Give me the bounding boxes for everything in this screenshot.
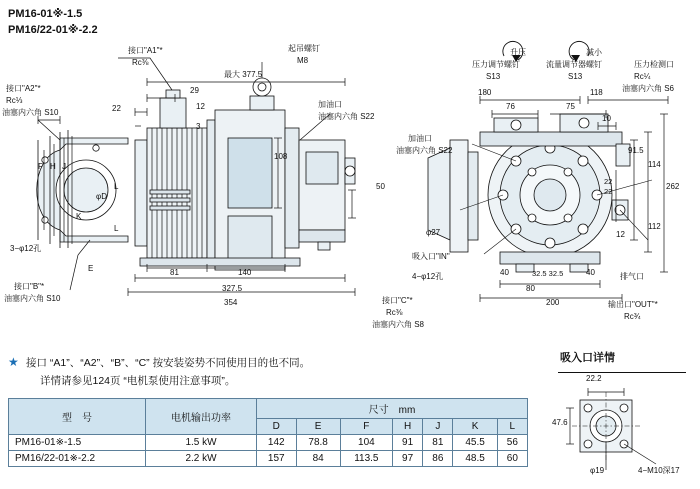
label-port-a1-sub: Rc⅜ (132, 58, 149, 67)
dim-10: 10 (602, 114, 611, 123)
label-port-c-sub2: 油塞内六角 S8 (372, 320, 425, 329)
dim-3: 3 (196, 122, 201, 131)
th-col-l: L (497, 419, 527, 435)
dim-12-right: 12 (616, 230, 625, 239)
suction-thread: 4−M10深17 (638, 466, 680, 475)
cell-l: 60 (497, 451, 527, 467)
dim-140: 140 (238, 268, 252, 277)
th-col-j: J (423, 419, 453, 435)
page-title-line2: PM16/22-01※-2.2 (8, 24, 98, 36)
cell-k: 48.5 (453, 451, 497, 467)
cell-h: 91 (392, 435, 422, 451)
label-flow-adj-sub: S13 (568, 72, 583, 81)
label-pressure-detect-sub2: 油塞内六角 S6 (622, 84, 675, 93)
label-phi-d: φD (96, 192, 107, 201)
label-decrease: 减小 (586, 48, 602, 57)
letter-L2: L (114, 224, 119, 233)
cell-e: 84 (296, 451, 340, 467)
cell-d: 142 (257, 435, 297, 451)
page-title-line1: PM16-01※-1.5 (8, 8, 83, 20)
dim-114: 114 (648, 160, 661, 169)
cell-k: 45.5 (453, 435, 497, 451)
th-model: 型 号 (9, 399, 146, 435)
th-col-d: D (257, 419, 297, 435)
cell-model: PM16/22-01※-2.2 (9, 451, 146, 467)
cell-f: 113.5 (340, 451, 392, 467)
label-phi27: φ27 (426, 228, 441, 237)
letter-K: K (76, 212, 82, 221)
dim-29: 29 (190, 86, 199, 95)
dim-75: 75 (566, 102, 575, 111)
suction-detail-title: 吸入口详情 (560, 352, 615, 364)
cell-model: PM16-01※-1.5 (9, 435, 146, 451)
note-line1: 接口 “A1”、“A2”、“B”、“C” 按安装姿势不同使用目的也不同。 (26, 357, 311, 369)
cell-l: 56 (497, 435, 527, 451)
label-drain-s10-top: 油塞内六角 S10 (2, 108, 59, 117)
dim-108: 108 (274, 152, 288, 161)
dim-22-22: 22 (604, 177, 613, 186)
dim-112: 112 (648, 222, 661, 231)
dim-40a: 40 (500, 268, 509, 277)
th-col-e: E (296, 419, 340, 435)
side-view-dimensions (0, 40, 420, 340)
dim-200: 200 (546, 298, 560, 307)
th-dims: 尺寸 mm (257, 399, 528, 419)
label-suction-in: 吸入口"IN" (412, 252, 450, 261)
label-port-a2: 接口"A2"* (6, 84, 41, 93)
label-flow-adj: 流量调节器螺钉 (546, 60, 602, 69)
label-port-a1: 接口"A1"* (128, 46, 163, 55)
table-row (9, 451, 528, 467)
label-oil-fill: 加油口 (318, 100, 342, 109)
dim-81: 81 (170, 268, 179, 277)
spec-table (8, 398, 528, 467)
label-out-port-sub: Rc¾ (624, 312, 641, 321)
label-pressure-detect: 压力检测口 (634, 60, 674, 69)
cell-h: 97 (392, 451, 422, 467)
th-power: 电机输出功率 (146, 399, 257, 435)
letter-F: F (38, 162, 43, 171)
label-hole-4-12: 4−φ12孔 (412, 272, 444, 281)
letter-H: H (50, 162, 56, 171)
label-pressure-adj-sub: S13 (486, 72, 501, 81)
dim-22-left: 22 (112, 104, 121, 113)
dim-80: 80 (526, 284, 535, 293)
label-port-b: 接口"B"* (14, 282, 45, 291)
dim-325325: 32.5 32.5 (532, 269, 564, 278)
suction-detail-underline (558, 372, 686, 373)
cell-d: 157 (257, 451, 297, 467)
dim-327-5: 327.5 (222, 284, 243, 293)
dim-180: 180 (478, 88, 492, 97)
label-oil-fill2: 加油口 (408, 134, 432, 143)
dim-22-22b: 22 (604, 187, 613, 196)
label-pressure-detect-sub1: Rc¼ (634, 72, 651, 81)
dim-50: 50 (376, 182, 385, 191)
label-port-c-sub1: Rc⅜ (386, 308, 403, 317)
suction-dim-222: 22.2 (586, 374, 602, 383)
dim-262: 262 (666, 182, 680, 191)
cell-power: 2.2 kW (146, 451, 257, 467)
label-max-length: 最大 377.5 (224, 70, 263, 79)
th-col-f: F (340, 419, 392, 435)
letter-J: J (62, 162, 66, 171)
th-col-h: H (392, 419, 422, 435)
dim-12: 12 (196, 102, 205, 111)
label-exhaust: 排气口 (620, 272, 644, 281)
label-oil-fill-sub: 油塞内六角 S22 (318, 112, 375, 121)
label-oil-fill2-sub: 油塞内六角 S22 (396, 146, 453, 155)
note-star: ★ (8, 355, 19, 369)
label-hole-3-12: 3−φ12孔 (10, 244, 42, 253)
label-increase: 升压 (510, 48, 526, 57)
suction-phi19: φ19 (590, 466, 605, 475)
cell-j: 86 (423, 451, 453, 467)
letter-E: E (88, 264, 94, 273)
label-out-port: 输出口"OUT"* (608, 300, 658, 309)
dim-76: 76 (506, 102, 515, 111)
cell-e: 78.8 (296, 435, 340, 451)
note-line2: 详情请参见124页 “电机泵使用注意事项”。 (40, 375, 236, 387)
label-lift-bolt: 起吊螺钉 (288, 44, 320, 53)
dim-40b: 40 (586, 268, 595, 277)
dim-354: 354 (224, 298, 238, 307)
cell-j: 81 (423, 435, 453, 451)
suction-dim-476: 47.6 (552, 418, 568, 427)
table-row (9, 435, 528, 451)
label-port-a2-sub: Rc⅓ (6, 96, 23, 105)
label-port-c: 接口"C"* (382, 296, 413, 305)
dim-118: 118 (590, 88, 603, 97)
cell-f: 104 (340, 435, 392, 451)
label-lift-bolt-size: M8 (297, 56, 309, 65)
cell-power: 1.5 kW (146, 435, 257, 451)
letter-L1: L (114, 182, 119, 191)
th-col-k: K (453, 419, 497, 435)
dim-915: 91.5 (628, 146, 644, 155)
label-port-b-sub: 油塞内六角 S10 (4, 294, 61, 303)
label-pressure-adj: 压力调节螺钉 (472, 60, 520, 69)
